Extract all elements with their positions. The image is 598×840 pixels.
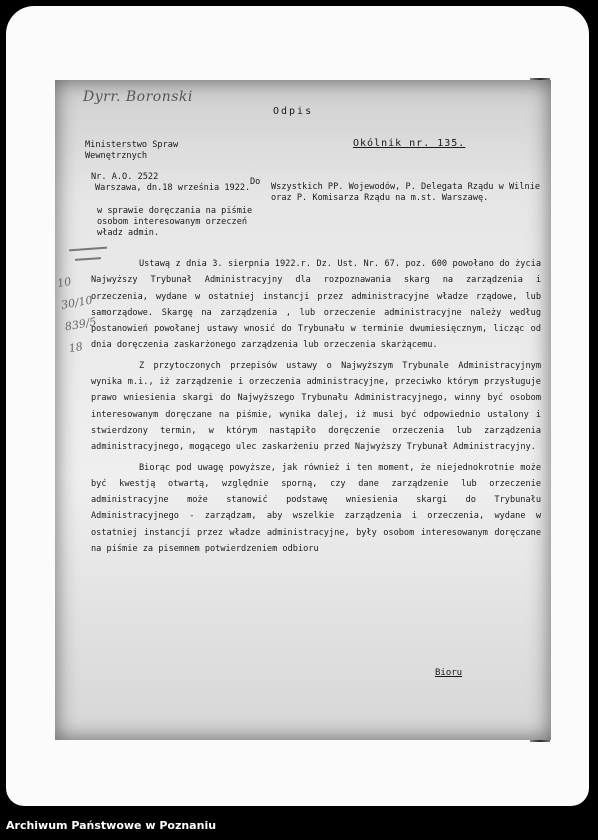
- body-paragraph: Z przytoczonych przepisów ustawy o Najwyższym Trybunale Administracyjnym wynika m.i., iż zarządzenie i orzeczenia administracyjne, przeciwko którym przysługuje prawo wniesienia skargi do Najwyższego Trybunału Administracyjnego, winny być osobom interesowanym doręczane na piśmie, wynika dalej, iż musi być odpowiednio ustalony i stwierdzony termin, w którym nastąpiło doręczenie orzeczenia lub zarządzenia administracyjnego, mogącego ulec zaskarżeniu przed Najwyższy Trybunał Administracyjny.: [91, 360, 541, 453]
- body-paragraph: Ustawą z dnia 3. sierpnia 1922.r. Dz. Ust. Nr. 67. poz. 600 powołano do życia Najwyższy Trybunał Administracyjny dla rozpoznawania skarg na zarządzenia i orzeczenia, wydane w ostatniej instancji przez administracyjne władze rządowe, lub samorządowe. Skargę na zarządzenia , lub orzeczenie administracyjne należy według postanowień powołanej ustawy wnosić do Trybunału w terminie dwumiesięcznym, licząc od dnia doręczenia zaskarżonego zarządzenia lub orzeczenia skarżącemu.: [91, 259, 541, 351]
- document-heading: Odpis: [273, 106, 314, 117]
- subject-line: w sprawie doręczania na piśmie osobom interesowanym orzeczeń władz admin.: [97, 206, 253, 238]
- body-paragraph: Biorąc pod uwagę powyższe, jak również i ten moment, że niejednokrotnie może być kwestją otwartą, względnie sporną, czy dane zarządzenie lub orzeczenie administracyjne może stanowić podstawę wniesienia skargi do Trybunału Administracyjnego - zarządzam, aby wszelkie zarządzenia i orzeczenia, wydane w ostatniej instancji przez władze administracyjne, były osobom interesowanym doręczane na piśmie za pisemnem potwierdzeniem odbioru: [91, 462, 541, 555]
- page-turn-word: Bioru: [435, 668, 463, 678]
- recipients: Wszystkich PP. Wojewodów, P. Delegata Rządu w Wilnie oraz P. Komisarza Rządu na m.st. Warszawę.: [271, 182, 541, 203]
- margin-note: 18: [67, 339, 84, 356]
- handwritten-name: Dyrr. Boronski: [83, 89, 193, 105]
- margin-note: 10: [56, 274, 73, 291]
- handwritten-stroke: [69, 247, 107, 252]
- reference-number: Nr. A.O. 2522: [91, 172, 159, 182]
- document-sheet: [55, 80, 551, 740]
- ministry-header: Ministerstwo Spraw Wewnętrznych: [85, 140, 179, 161]
- place-date: Warszawa, dn.18 września 1922.: [95, 183, 251, 193]
- document-body: [91, 256, 541, 557]
- archive-footer: Archiwum Państwowe w Poznaniu: [0, 812, 598, 840]
- circular-number: Okólnik nr. 135.: [353, 138, 466, 149]
- margin-note: 30/10: [60, 293, 94, 312]
- margin-note: 839/5: [63, 315, 98, 334]
- to-label: Do: [250, 177, 261, 187]
